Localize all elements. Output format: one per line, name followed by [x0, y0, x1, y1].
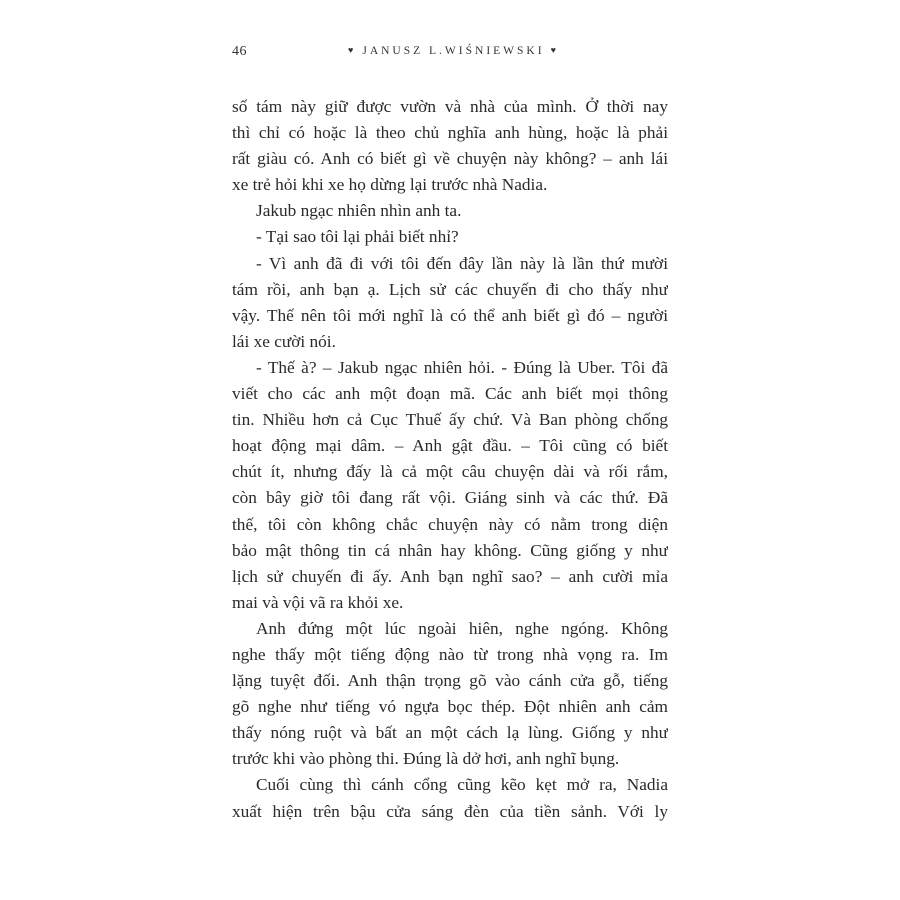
text-line: chút ít, nhưng đấy là cả một câu chuyện dài và rối rắm, [232, 462, 668, 482]
text-line: mai và vội vã ra khỏi xe. [232, 592, 404, 612]
running-head [232, 44, 668, 64]
text-line: lặng tuyệt đối. Anh thận trọng gõ vào cánh cửa gỗ, tiếng [232, 671, 668, 691]
text-line: hoạt động mại dâm. – Anh gật đầu. – Tôi cũng có biết [232, 436, 668, 456]
heart-icon: ♥ [348, 45, 357, 55]
text-line: xuất hiện trên bậu cửa sáng đèn của tiền sảnh. Với ly [232, 801, 668, 821]
text-line: tin. Nhiều hơn cả Cục Thuế ấy chứ. Và Ban phòng chống [232, 410, 668, 430]
text-line: xe trẻ hỏi khi xe họ dừng lại trước nhà Nadia. [232, 175, 548, 195]
text-line: còn bây giờ tôi đang rất vội. Giáng sinh và các thứ. Đã [232, 488, 668, 508]
author-name: JANUSZ L.WIŚNIEWSKI [362, 45, 545, 57]
text-line: - Vì anh đã đi với tôi đến đây lần này là lần thứ mười [256, 253, 668, 273]
body-text [232, 94, 668, 825]
text-line: thì chỉ có hoặc là theo chủ nghĩa anh hùng, hoặc là phải [232, 123, 668, 143]
text-line: gõ nghe như tiếng vó ngựa bọc thép. Đột nhiên anh cảm [232, 697, 668, 717]
text-line: bảo mật thông tin cá nhân hay không. Cũng giống y như [232, 540, 668, 560]
text-line: vậy. Thế nên tôi mới nghĩ là có thể anh biết gì đó – người [232, 305, 668, 325]
text-line: rất giàu có. Anh có biết gì về chuyện này không? – anh lái [232, 149, 668, 169]
text-line: nghe thấy một tiếng động nào từ trong nhà vọng ra. Im [232, 644, 668, 664]
text-line: tám rồi, anh bạn ạ. Lịch sử các chuyến đi cho thấy như [232, 279, 668, 299]
text-line: số tám này giữ được vườn và nhà của mình. Ở thời nay [232, 97, 668, 116]
text-line: - Tại sao tôi lại phải biết nhỉ? [256, 227, 459, 247]
text-line: - Thế à? – Jakub ngạc nhiên hỏi. - Đúng là Uber. Tôi đã [256, 357, 668, 377]
page-number: 46 [232, 44, 247, 59]
text-line: lái xe cười nói. [232, 331, 336, 351]
text-line: Cuối cùng thì cánh cổng cũng kẽo kẹt mở ra, Nadia [256, 775, 668, 795]
text-line: Anh đứng một lúc ngoài hiên, nghe ngóng. Không [256, 618, 668, 638]
text-line: thấy nóng ruột và bất an một cách lạ lùng. Giống y như [232, 723, 668, 743]
author-header [342, 45, 565, 57]
heart-icon: ♥ [550, 45, 559, 55]
text-line: viết cho các anh một đoạn mã. Các anh biết mọi thông [232, 384, 668, 404]
text-line: thế, tôi còn không chắc chuyện này có nằm trong diện [232, 514, 668, 534]
text-line: trước khi vào phòng thi. Đúng là dở hơi, anh nghĩ bụng. [232, 749, 620, 769]
text-line: Jakub ngạc nhiên nhìn anh ta. [256, 201, 462, 221]
text-line: lịch sử chuyến đi ấy. Anh bạn nghĩ sao? – anh cười mỉa [232, 566, 668, 586]
